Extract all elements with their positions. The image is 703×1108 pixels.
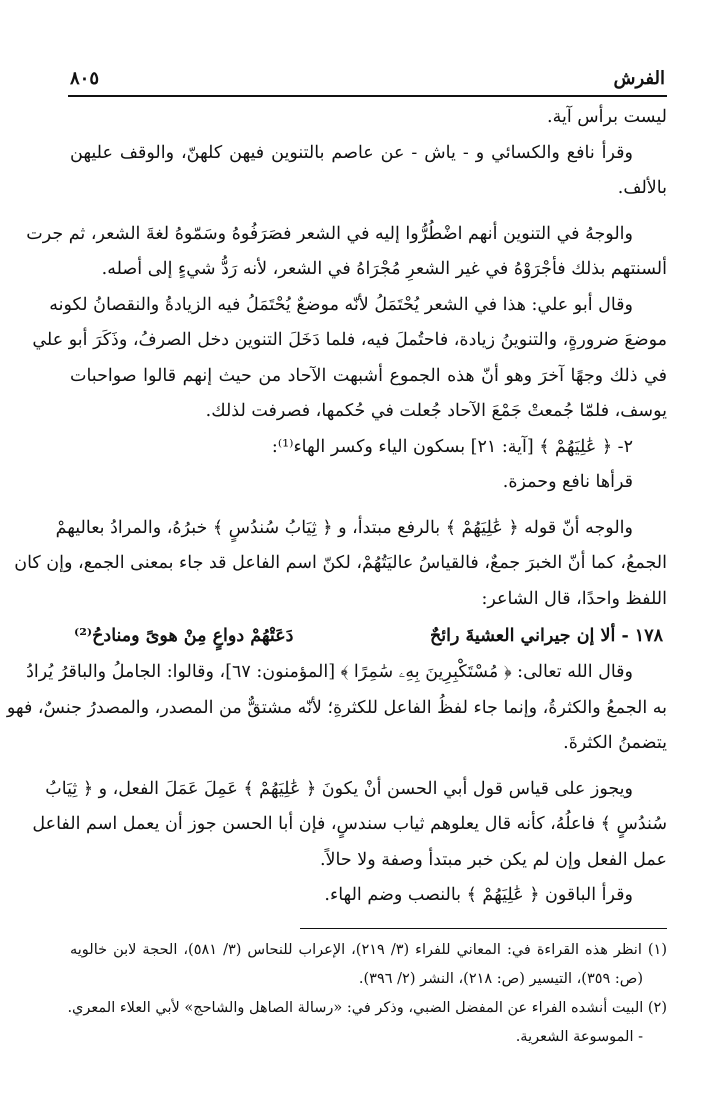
footnote-line: - الموسوعة الشعرية. [515, 1029, 643, 1045]
text-line: الجمعُ، كما أنّ الخبرَ جمعٌ، فالقياسُ عاليَتُهُمْ، لكنّ اسم الفاعل قد جاء بمعنى الجمع، وإن كان [14, 553, 667, 573]
text-line: سُندُسٍ ﴾ فاعلُهُ، كأنه قال يعلوهم ثياب سندسٍ، فإن أبا الحسن جوز أن يعمل اسم الفاعل [32, 814, 667, 834]
verse-second-hemistich: دَعَتْهُمْ دواعٍ مِنْ هوىً ومنادحُ⁽²⁾ [74, 626, 294, 646]
verse-number: ١٧٨ - [621, 626, 663, 646]
text-line: في ذلك وجهًا آخرَ وهو أنّ هذه الجموع أشبهت الآحاد من حيث إنهم قالوا صواحبات [70, 365, 667, 386]
text-line: ٢- ﴿ عَٰلِيَهُمْ ﴾ [آية: ٢١] بسكون الياء وكسر الهاء⁽¹⁾: [271, 436, 633, 457]
text-line: به الجمعُ والكثرةُ، وإنما جاء لفظُ الفاعل للكثرةِ؛ لأنّه مشتقٌّ من المصدر، والمصدرُ جنسٌ، فهو [6, 697, 667, 718]
verse-first-hemistich [430, 617, 663, 655]
paragraph-gap [70, 501, 667, 511]
page-number: ٨٠٥ [70, 68, 100, 89]
footnote-line: (٢) البيت أنشده الفراء عن المفضل الضبي، وذكر في: «رسالة الصاهل والشاحج» لأبي العلاء المعري. [67, 1000, 667, 1016]
page-header [70, 68, 665, 92]
text-line: وقال أبو علي: هذا في الشعر يُحْتَمَلُ لأنّه موضعٌ يُحْتَمَلُ فيه الزيادةُ والنقصانُ لكونه [49, 294, 633, 315]
text-line: موضعَ ضرورةٍ، والتنوينُ زيادة، فاحتُملَ فيه، فلما دَخَلَ التنوين دخل الصرفُ، وذَكَرَ أبو علي [32, 330, 667, 350]
text-line: ألسنتهم بذلك فأجْرَوْهُ في غير الشعرِ مُجْرَاهُ في الشعر، لأنه رَدُّ شيءٍ إلى أصله. [101, 259, 667, 279]
footnote-line: (١) انظر هذه القراءة في: المعاني للفراء (٣/ ٢١٩)، الإعراب للنحاس (٣/ ٥٨١)، الحجة لابن خالويه [70, 942, 667, 958]
footnote-line: (ص: ٣٥٩)، التيسير (ص: ٢١٨)، النشر (٢/ ٣٩٦). [358, 971, 643, 987]
text-line: والوجهُ في التنوين أنهم اضْطُرُّوا إليه في الشعر فصَرَفُوهُ وسَمّوهُ لغةَ الشعر، ثم جرت [26, 223, 633, 244]
paragraph-gap [70, 762, 667, 772]
text-line: ليست برأس آية. [547, 107, 667, 127]
verse-first-text: ألا إن جيراني العشيةَ رائحٌ [429, 626, 616, 646]
text-line: يتضمنُ الكثرةَ. [563, 733, 667, 753]
text-line: بالألف. [617, 178, 667, 198]
text-line: عمل الفعل وإن لم يكن خبر مبتدأ وصفة ولا حالاً. [319, 849, 667, 870]
text-line: وقرأ نافع والكسائي و - ياش - عن عاصم بالتنوين فيهن كلهنّ، والوقف عليهن [70, 142, 633, 163]
text-line: اللفظ واحدًا، قال الشاعر: [481, 588, 667, 609]
main-text [6, 100, 667, 914]
text-line: والوجه أنّ قوله ﴿ عَٰلِيَهُمْ ﴾ بالرفع مبتدأ، و ﴿ ثِيَابُ سُندُسٍ ﴾ خبرُهُ، والمرادُ بعاليهمْ [55, 517, 633, 538]
text-line: قرأها نافع وحمزة. [502, 472, 633, 492]
text-line: وقرأ الباقون ﴿ عَٰلِيَهُمْ ﴾ بالنصب وضم الهاء. [324, 885, 633, 905]
text-line: وقال الله تعالى: ﴿ مُسْتَكْبِرِينَ بِهِۦ سَٰمِرًا ﴾ [المؤمنون: ٦٧]، وقالوا: الجاملُ والباقرُ يُرادُ [26, 662, 633, 682]
paragraph-gap [70, 207, 667, 217]
footnote-rule [300, 928, 667, 929]
text-line: ويجوز على قياس قول أبي الحسن أنْ يكونَ ﴿ عَٰلِيَهُمْ ﴾ عَمِلَ عَمَلَ الفعل، و ﴿ ثِيَابُ [45, 778, 633, 799]
section-title: الفرش [613, 68, 665, 89]
text-line: يوسف، فلمّا جُمعتْ جَمْعَ الآحاد جُعلت في حُكمها، فصرفت لذلك. [205, 401, 667, 421]
poetry-verse [70, 617, 667, 655]
header-rule [68, 95, 667, 97]
footnotes [67, 936, 667, 1052]
